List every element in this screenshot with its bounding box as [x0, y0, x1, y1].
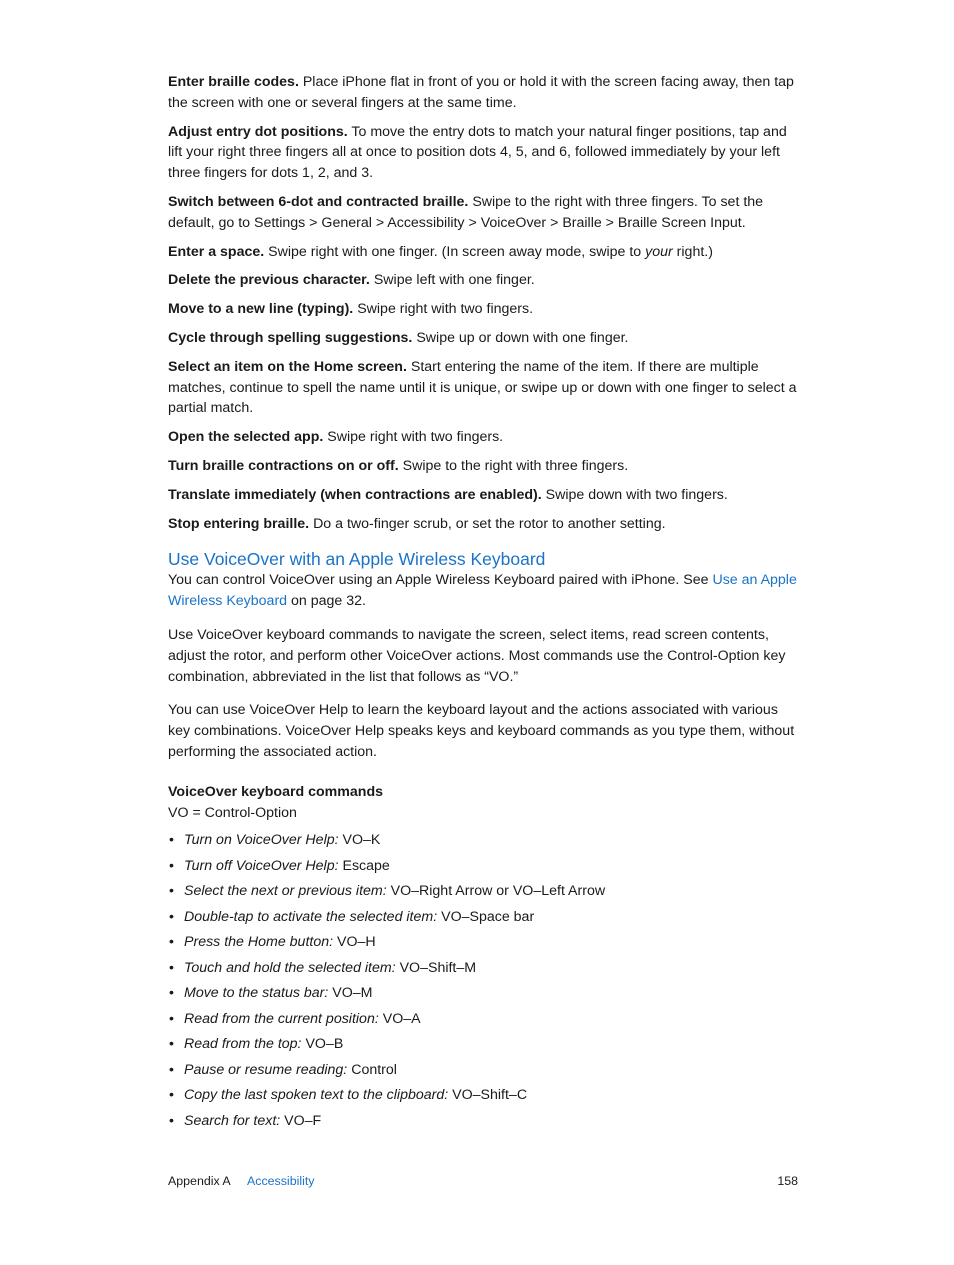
commands-subheading: VO = Control-Option — [168, 804, 297, 821]
gesture-desc: Place iPhone flat in front of you or hold it with the screen facing away, then tap the screen with one or several fingers at the same time. — [168, 74, 794, 111]
gesture-contractions-toggle — [168, 456, 800, 477]
gesture-desc: Swipe to the right with three fingers. — [402, 457, 629, 474]
command-action: Double-tap to activate the selected item: — [184, 908, 438, 925]
footer-appendix: Appendix A — [168, 1174, 231, 1188]
gesture-translate-immediately — [168, 485, 800, 506]
gesture-term: Translate immediately (when contractions are enabled). — [168, 486, 542, 503]
section-title: Use VoiceOver with an Apple Wireless Keyboard — [168, 549, 546, 570]
command-keys: VO–Right Arrow or VO–Left Arrow — [390, 883, 606, 900]
bullet: • — [169, 1061, 174, 1078]
bullet: • — [169, 832, 174, 849]
gesture-open-app — [168, 427, 800, 448]
list-item — [168, 1009, 800, 1035]
intro-text: on page 32. — [287, 593, 366, 610]
gesture-term: Switch between 6-dot and contracted braille. — [168, 193, 469, 210]
command-keys: VO–Shift–C — [452, 1087, 528, 1104]
gesture-enter-space — [168, 242, 800, 263]
list-item — [168, 830, 800, 856]
command-keys: Control — [351, 1061, 397, 1078]
gesture-adjust-entry-dots — [168, 122, 800, 184]
command-action: Select the next or previous item: — [184, 883, 387, 900]
list-item — [168, 1034, 800, 1060]
command-keys: VO–M — [332, 985, 373, 1002]
command-action: Turn off VoiceOver Help: — [184, 857, 339, 874]
gesture-desc: To move the entry dots to match your natural finger positions, tap and lift your right three fingers all at once to position dots 4, 5, and 6, followed immediately by your left three fingers for dots 1, 2, and 3. — [168, 123, 787, 182]
gesture-select-home-item — [168, 357, 800, 419]
commands-heading: VoiceOver keyboard commands — [168, 783, 384, 800]
gesture-switch-braille-mode — [168, 192, 800, 234]
footer-page-number: 158 — [777, 1174, 798, 1188]
command-action: Read from the top: — [184, 1036, 302, 1053]
gesture-term: Stop entering braille. — [168, 515, 310, 532]
command-action: Touch and hold the selected item: — [184, 959, 396, 976]
page-content — [168, 72, 800, 1136]
intro-text: You can control VoiceOver using an Apple Wireless Keyboard paired with iPhone. See — [168, 572, 713, 589]
gesture-term: Open the selected app. — [168, 429, 324, 446]
gesture-term: Adjust entry dot positions. — [168, 123, 348, 140]
gesture-new-line — [168, 299, 800, 320]
command-keys: VO–F — [284, 1112, 322, 1129]
bullet: • — [169, 857, 174, 874]
list-item — [168, 958, 800, 984]
command-action: Copy the last spoken text to the clipboard: — [184, 1087, 449, 1104]
section-para-commands: Use VoiceOver keyboard commands to navigate the screen, select items, read screen contents, adjust the rotor, and perform other VoiceOver actions. Most commands use the Control-Option key combination, abbreviated in the list that follows as “VO.” — [168, 626, 786, 685]
command-keys: VO–K — [342, 832, 381, 849]
gesture-term: Enter braille codes. — [168, 74, 299, 90]
bullet: • — [169, 1010, 174, 1027]
command-action: Pause or resume reading: — [184, 1061, 348, 1078]
section-intro — [168, 570, 800, 612]
gesture-term: Delete the previous character. — [168, 272, 370, 289]
gesture-stop-braille — [168, 514, 800, 535]
list-item — [168, 1060, 800, 1086]
gesture-term: Move to a new line (typing). — [168, 301, 354, 318]
gesture-spelling-suggestions — [168, 328, 800, 349]
gesture-desc: Swipe up or down with one finger. — [416, 329, 629, 346]
gesture-desc: Swipe right with two fingers. — [327, 429, 504, 446]
list-item — [168, 907, 800, 933]
bullet: • — [169, 883, 174, 900]
gesture-desc: Do a two-finger scrub, or set the rotor to another setting. — [313, 515, 666, 532]
gesture-term: Select an item on the Home screen. — [168, 358, 407, 375]
gesture-desc: Start entering the name of the item. If there are multiple matches, continue to spell the name until it is unique, or swipe up or down with one finger to select a partial match. — [168, 358, 797, 417]
list-item — [168, 881, 800, 907]
command-action: Read from the current position: — [184, 1010, 379, 1027]
gesture-desc: Swipe to the right with three fingers. To set the default, go to Settings > General > Accessibility > VoiceOver > Braille > Braille Screen Input. — [168, 193, 764, 231]
list-item — [168, 1085, 800, 1111]
list-item — [168, 856, 800, 882]
gesture-desc: Swipe down with two fingers. — [545, 486, 728, 503]
gesture-term: Turn braille contractions on or off. — [168, 457, 399, 474]
list-item — [168, 932, 800, 958]
command-keys: VO–Space bar — [441, 908, 535, 925]
list-item — [168, 983, 800, 1009]
bullet: • — [169, 1112, 174, 1129]
gesture-delete-character — [168, 270, 800, 291]
command-action: Search for text: — [184, 1112, 281, 1129]
command-action: Turn on VoiceOver Help: — [184, 832, 339, 849]
bullet: • — [169, 1087, 174, 1104]
bullet: • — [169, 934, 174, 951]
bullet: • — [169, 908, 174, 925]
list-item — [168, 1111, 800, 1137]
command-keys: VO–Shift–M — [399, 959, 477, 976]
gesture-desc: Swipe right with two fingers. — [357, 301, 534, 318]
gesture-desc: Swipe left with one finger. — [373, 272, 535, 289]
section-para-help: You can use VoiceOver Help to learn the keyboard layout and the actions associated with various key combinations. VoiceOver Help speaks keys and keyboard commands as you type them, without performing the associated action. — [168, 702, 795, 760]
command-keys: Escape — [342, 857, 390, 874]
gesture-desc: Swipe right with one finger. (In screen away mode, swipe to — [268, 243, 646, 260]
keyboard-link[interactable]: Use an Apple Wireless Keyboard — [168, 572, 797, 610]
command-keys: VO–A — [382, 1010, 421, 1027]
gesture-term: Cycle through spelling suggestions. — [168, 329, 413, 346]
command-action: Press the Home button: — [184, 934, 334, 951]
bullet: • — [169, 985, 174, 1002]
command-keys: VO–B — [305, 1036, 344, 1053]
gesture-enter-braille-codes — [168, 72, 800, 114]
gesture-desc: right.) — [672, 243, 713, 260]
footer-chapter-link[interactable]: Accessibility — [247, 1174, 315, 1188]
command-action: Move to the status bar: — [184, 985, 329, 1002]
bullet: • — [169, 1036, 174, 1053]
gesture-term: Enter a space. — [168, 243, 265, 260]
bullet: • — [169, 959, 174, 976]
command-keys: VO–H — [337, 934, 376, 951]
gesture-desc-emphasis: your — [645, 243, 673, 260]
commands-list — [168, 830, 800, 1136]
